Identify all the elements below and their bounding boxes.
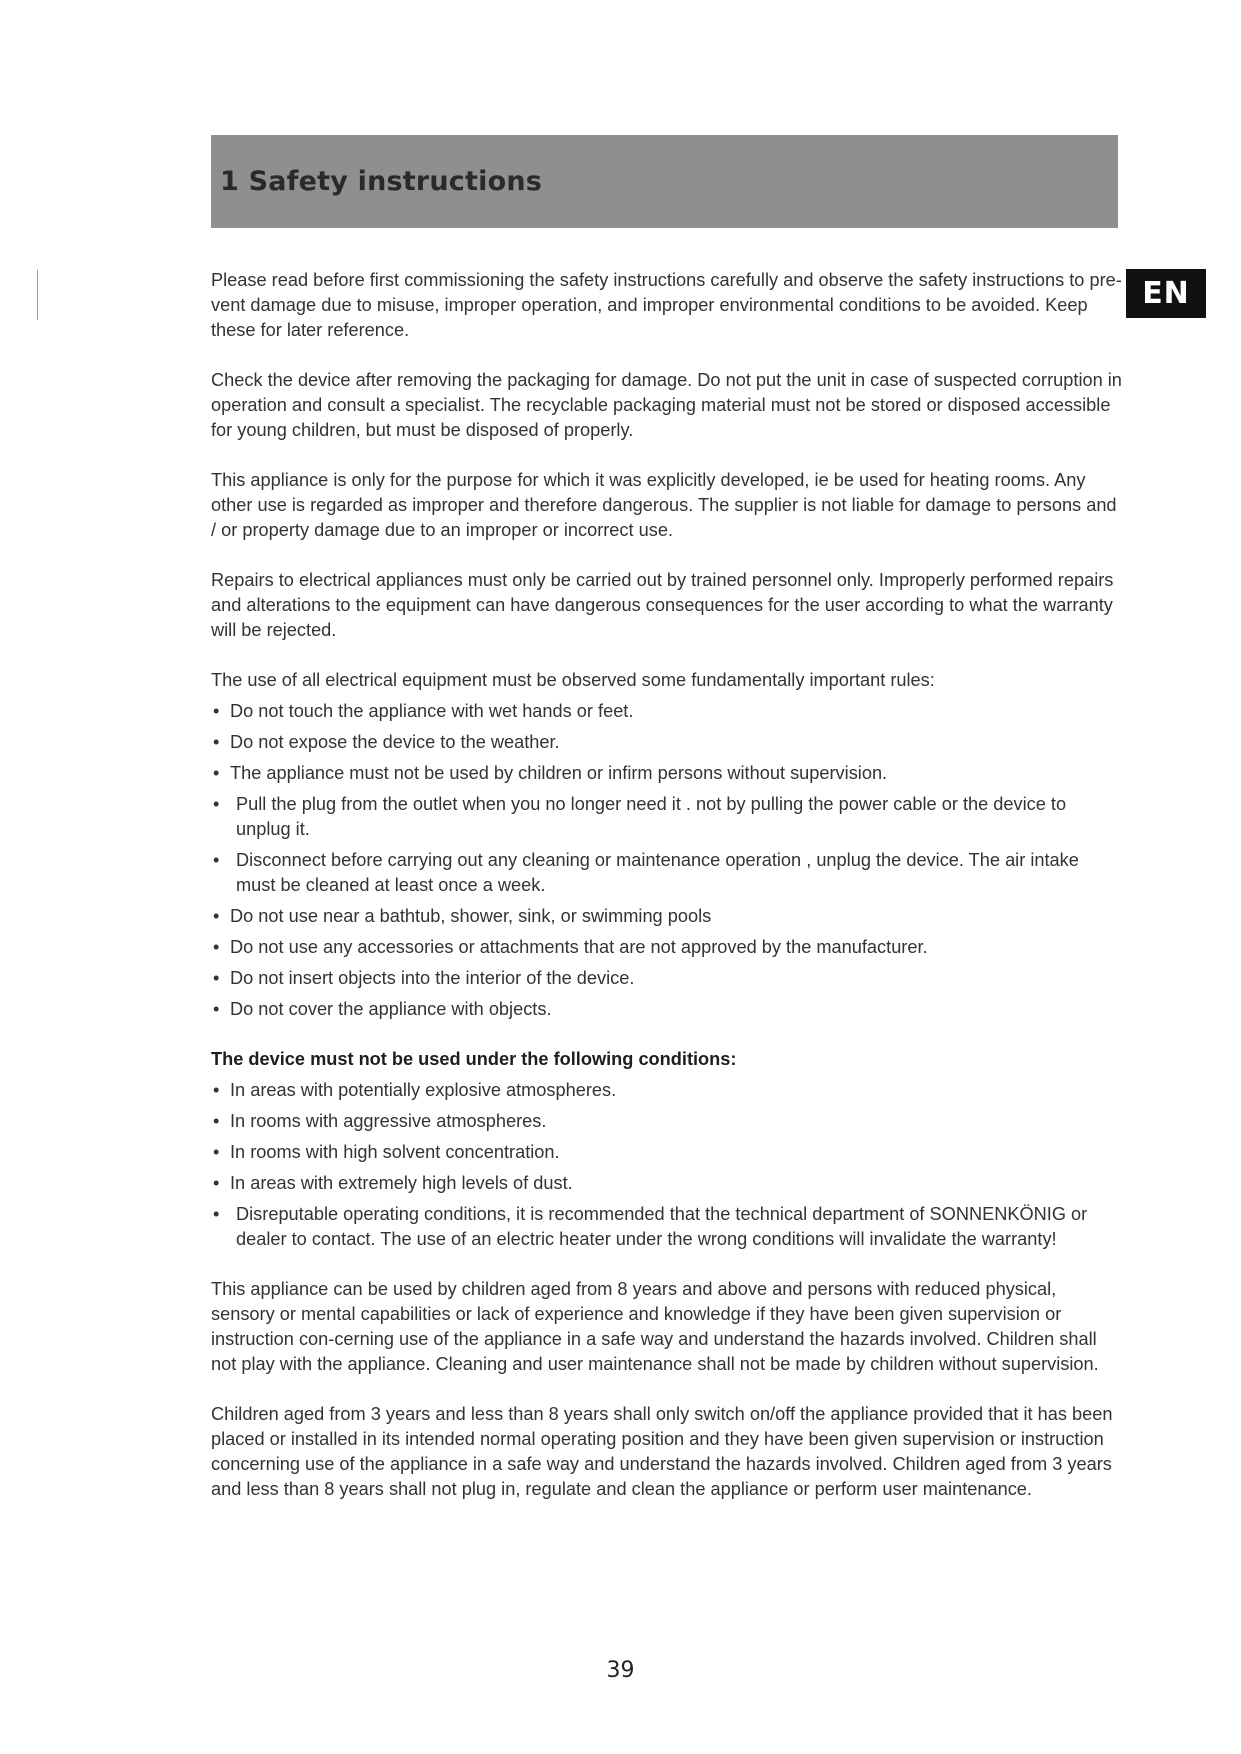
- page-number: 39: [606, 1658, 635, 1683]
- rules-intro: The use of all electrical equipment must be observed some fundamentally important rules:: [211, 670, 935, 690]
- list-item: • In rooms with aggressive atmospheres.: [211, 1109, 1123, 1134]
- conditions-list: [211, 1078, 1123, 1252]
- paragraph-check-device: Check the device after removing the packaging for damage. Do not put the unit in case of suspected corruption in operation and consult a specialist. The recyclable packaging material must not be stored or disposed accessible for young children, but must be disposed of properly.: [211, 370, 1122, 440]
- list-item: • Do not use near a bathtub, shower, sink, or swimming pools: [211, 904, 1123, 929]
- list-item: • Disreputable operating conditions, it is recommended that the technical department of SONNENKÖNIG or dealer to contact. The use of an electric heater under the wrong conditions will invalidate the warranty!: [211, 1202, 1123, 1252]
- paragraph-repairs: Repairs to electrical appliances must only be carried out by trained personnel only. Improperly performed repairs and alterations to the equipment can have dangerous consequences for the user according to what the warranty will be rejected.: [211, 570, 1114, 640]
- paragraph-children-3-years: Children aged from 3 years and less than 8 years shall only switch on/off the appliance provided that it has been placed or installed in its intended normal operating position and they have been given supervision or instruction concerning use of the appliance in a safe way and understand the hazards involved. Children aged from 3 years and less than 8 years shall not plug in, regulate and clean the appliance or perform user maintenance.: [211, 1404, 1113, 1499]
- language-tab: EN: [1126, 269, 1206, 318]
- safety-content: [211, 268, 1123, 1527]
- paragraph-children-8-years: This appliance can be used by children aged from 8 years and above and persons with reduced physical, sensory or mental capabilities or lack of experience and knowledge if they have been given supervision or instruction con-cerning use of the appliance in a safe way and understand the hazards involved. Children shall not play with the appliance. Cleaning and user maintenance shall not be made by children without supervision.: [211, 1279, 1099, 1374]
- list-item: • In areas with potentially explosive atmospheres.: [211, 1078, 1123, 1103]
- list-item: • Do not touch the appliance with wet hands or feet.: [211, 699, 1123, 724]
- margin-rule: [37, 270, 38, 320]
- list-item: • Disconnect before carrying out any cleaning or maintenance operation , unplug the device. The air intake must be cleaned at least once a week.: [211, 848, 1123, 898]
- list-item: • Do not expose the device to the weather.: [211, 730, 1123, 755]
- list-item: • Pull the plug from the outlet when you no longer need it . not by pulling the power cable or the device to unplug it.: [211, 792, 1123, 842]
- conditions-heading: The device must not be used under the following conditions:: [211, 1049, 737, 1069]
- list-item: • The appliance must not be used by children or infirm persons without supervision.: [211, 761, 1123, 786]
- list-item: • Do not use any accessories or attachments that are not approved by the manufacturer.: [211, 935, 1123, 960]
- paragraph-read-instructions: Please read before first commissioning the safety instructions carefully and observe the safety instructions to pre-vent damage due to misuse, improper operation, and improper environmental conditions to be avoided. Keep these for later reference.: [211, 270, 1122, 340]
- paragraph-intended-use: This appliance is only for the purpose for which it was explicitly developed, ie be used for heating rooms. Any other use is regarded as improper and therefore dangerous. The supplier is not liable for damage to persons and / or property damage due to an improper or incorrect use.: [211, 470, 1117, 540]
- list-item: • Do not insert objects into the interior of the device.: [211, 966, 1123, 991]
- safety-rules-list: [211, 699, 1123, 1022]
- list-item: • In areas with extremely high levels of dust.: [211, 1171, 1123, 1196]
- spacer: [211, 1258, 1123, 1277]
- section-title: 1 Safety instructions: [220, 166, 543, 197]
- list-item: • In rooms with high solvent concentration.: [211, 1140, 1123, 1165]
- list-item: • Do not cover the appliance with objects.: [211, 997, 1123, 1022]
